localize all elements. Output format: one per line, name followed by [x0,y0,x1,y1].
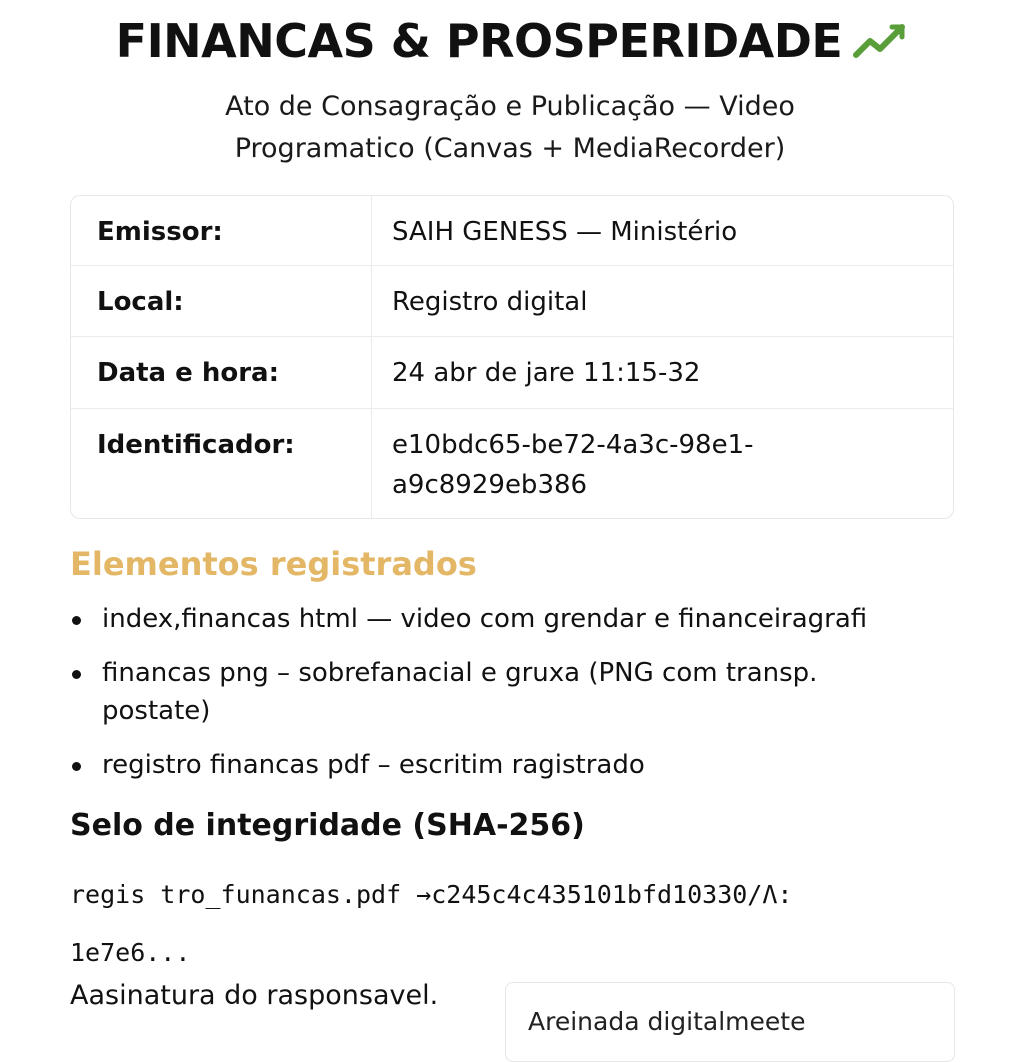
info-label: Local: [71,266,372,336]
subtitle-line-2: Programatico (Canvas + MediaRecorder) [234,133,786,164]
selo-heading: Selo de integridade (SHA-256) [70,808,585,843]
info-row-emissor [71,196,953,266]
info-row-local [71,266,953,337]
list-item [70,654,950,730]
hash-value [70,866,970,982]
list-item-text: registro financas pdf – escritim ragistrado [102,750,645,780]
list-item-text: financas png – sobrefanacial e gruxa (PNG com transp. [102,658,818,688]
signature-box [505,982,955,1062]
hash-line-2: 1e7e6... [70,938,191,967]
page-subtitle [150,86,870,170]
title-text: FINANCAS & PROSPERIDADE [115,14,843,68]
signature-box-text: Areinada digitalmeete [528,1007,806,1036]
info-label: Emissor: [71,196,372,265]
signature-label: Aasinatura do rasponsavel. [70,980,439,1011]
info-table [70,195,954,519]
subtitle-line-1: Ato de Consagração e Publicação — Video [225,91,795,122]
info-label: Data e hora: [71,337,372,408]
hash-line-1: regis tro_funancas.pdf →c245c4c435101bfd10330/Λ: [70,880,793,909]
list-item-text-cont: postate) [102,696,211,726]
identifier-line-2: a9c8929eb386 [392,470,588,500]
info-label: Identificador: [71,409,372,518]
info-value: SAIH GENESS — Ministério [392,217,738,247]
info-value [372,409,953,518]
list-item-text: index,financas html — video com grendar e financeiragrafi [102,604,868,634]
elementos-heading: Elementos registrados [70,545,477,583]
info-value: 24 abr de jare 11:15-32 [392,358,701,388]
page-title [0,14,1024,72]
elementos-list [70,600,950,800]
info-row-data-hora [71,337,953,409]
info-value: Registro digital [392,287,588,317]
list-item [70,600,950,638]
chart-increasing-icon [852,18,908,72]
info-row-identificador [71,409,953,518]
list-item [70,746,950,784]
identifier-line-1: e10bdc65-be72-4a3c-98e1- [392,430,754,460]
